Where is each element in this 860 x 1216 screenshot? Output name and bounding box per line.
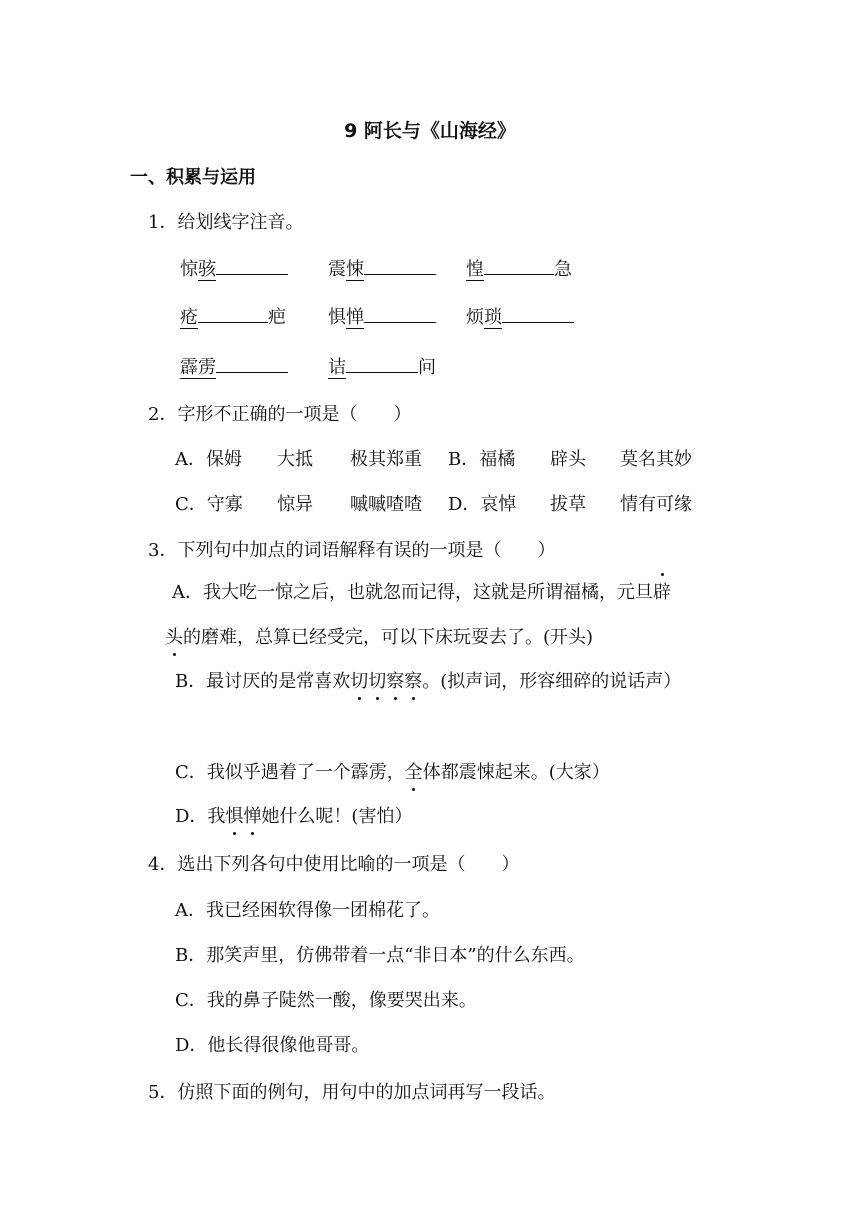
pinyin-item [180, 255, 288, 281]
pinyin-item [328, 353, 436, 379]
answer-blank[interactable] [216, 255, 288, 275]
item-text: 急 [554, 259, 572, 280]
option-b [175, 667, 681, 693]
option-a-line2 [165, 623, 593, 649]
dotted-char: 全 [405, 758, 423, 784]
pinyin-item [328, 303, 436, 329]
dotted-char: 察 [404, 667, 422, 693]
option-a-line1 [172, 578, 671, 604]
answer-blank[interactable] [198, 303, 268, 323]
option-word: B．福橘 [448, 449, 516, 470]
answer-blank[interactable] [346, 353, 418, 373]
underlined-char: 惶 [466, 259, 484, 280]
item-text: 问 [418, 357, 436, 378]
pinyin-item [466, 303, 574, 329]
underlined-char: 诘 [328, 357, 346, 378]
item-text: 烦 [466, 307, 484, 328]
option-d [175, 802, 412, 828]
item-text: 疤 [268, 307, 286, 328]
underlined-char: 惮 [346, 307, 364, 328]
pinyin-item [180, 353, 288, 379]
option-text: C．我似乎遇着了一个霹雳， [175, 762, 405, 783]
option-a-text: A．我大吃一惊之后，也就忽而记得，这就是所谓福橘，元旦 [172, 582, 653, 603]
option-word: C．守寡 [175, 494, 243, 515]
question-5-stem: 5．仿照下面的例句，用句中的加点词再写一段话。 [148, 1082, 556, 1103]
option-word: A．保姆 [175, 449, 242, 470]
dotted-char: 切 [350, 667, 368, 693]
option-d: D．他长得很像他哥哥。 [175, 1035, 370, 1056]
option-text: 她什么呢！(害怕） [261, 806, 413, 827]
pinyin-item [180, 303, 286, 329]
underlined-char: 疮 [180, 307, 198, 328]
option-word: D．哀悼 [448, 494, 517, 515]
answer-blank[interactable] [216, 353, 288, 373]
page-title: 9 阿长与《山海经》 [344, 120, 516, 142]
pinyin-item [328, 255, 436, 281]
option-word: 惊异 [277, 494, 313, 515]
option-text: D．我 [175, 806, 226, 827]
underlined-char: 霹雳 [180, 357, 216, 378]
option-word: 嘁嘁喳喳 [350, 494, 422, 515]
option-word: 大抵 [277, 449, 313, 470]
answer-blank[interactable] [502, 303, 574, 323]
answer-blank[interactable] [364, 255, 436, 275]
option-c [175, 758, 610, 784]
option-b: B．那笑声里，仿佛带着一点“非日本”的什么东西。 [175, 945, 585, 966]
option-word: 拔草 [550, 494, 586, 515]
option-word: 情有可缘 [620, 494, 692, 515]
question-3-stem: 3．下列句中加点的词语解释有误的一项是（ ） [148, 540, 556, 561]
option-a-text: 的磨难，总算已经受完，可以下床玩耍去了。(开头) [183, 627, 594, 648]
option-c: C．我的鼻子陡然一酸，像要哭出来。 [175, 990, 477, 1011]
question-1-stem: 1．给划线字注音。 [148, 212, 304, 233]
option-word: 辟头 [550, 449, 586, 470]
dotted-char: 头 [165, 623, 183, 649]
question-4-stem: 4．选出下列各句中使用比喻的一项是（ ） [148, 854, 520, 875]
dotted-char: 辟 [653, 578, 671, 604]
dotted-char: 切 [368, 667, 386, 693]
item-text: 惧 [328, 307, 346, 328]
pinyin-item [466, 255, 572, 281]
dotted-char: 惮 [243, 802, 261, 828]
option-text: 。(拟声词，形容细碎的说话声） [422, 671, 682, 692]
section-heading: 一、积累与运用 [130, 167, 256, 188]
item-text: 震 [328, 259, 346, 280]
underlined-char: 琐 [484, 307, 502, 328]
answer-blank[interactable] [484, 255, 554, 275]
item-text: 惊 [180, 259, 198, 280]
dotted-char: 察 [386, 667, 404, 693]
option-text: 体都震悚起来。(大家） [422, 762, 610, 783]
option-word: 极其郑重 [350, 449, 422, 470]
question-2-stem: 2．字形不正确的一项是（ ） [148, 404, 412, 425]
underlined-char: 悚 [346, 259, 364, 280]
option-a: A．我已经困软得像一团棉花了。 [175, 900, 440, 921]
dotted-char: 惧 [225, 802, 243, 828]
option-text: B．最讨厌的是常喜欢 [175, 671, 351, 692]
answer-blank[interactable] [364, 303, 436, 323]
option-word: 莫名其妙 [620, 449, 692, 470]
underlined-char: 骇 [198, 259, 216, 280]
